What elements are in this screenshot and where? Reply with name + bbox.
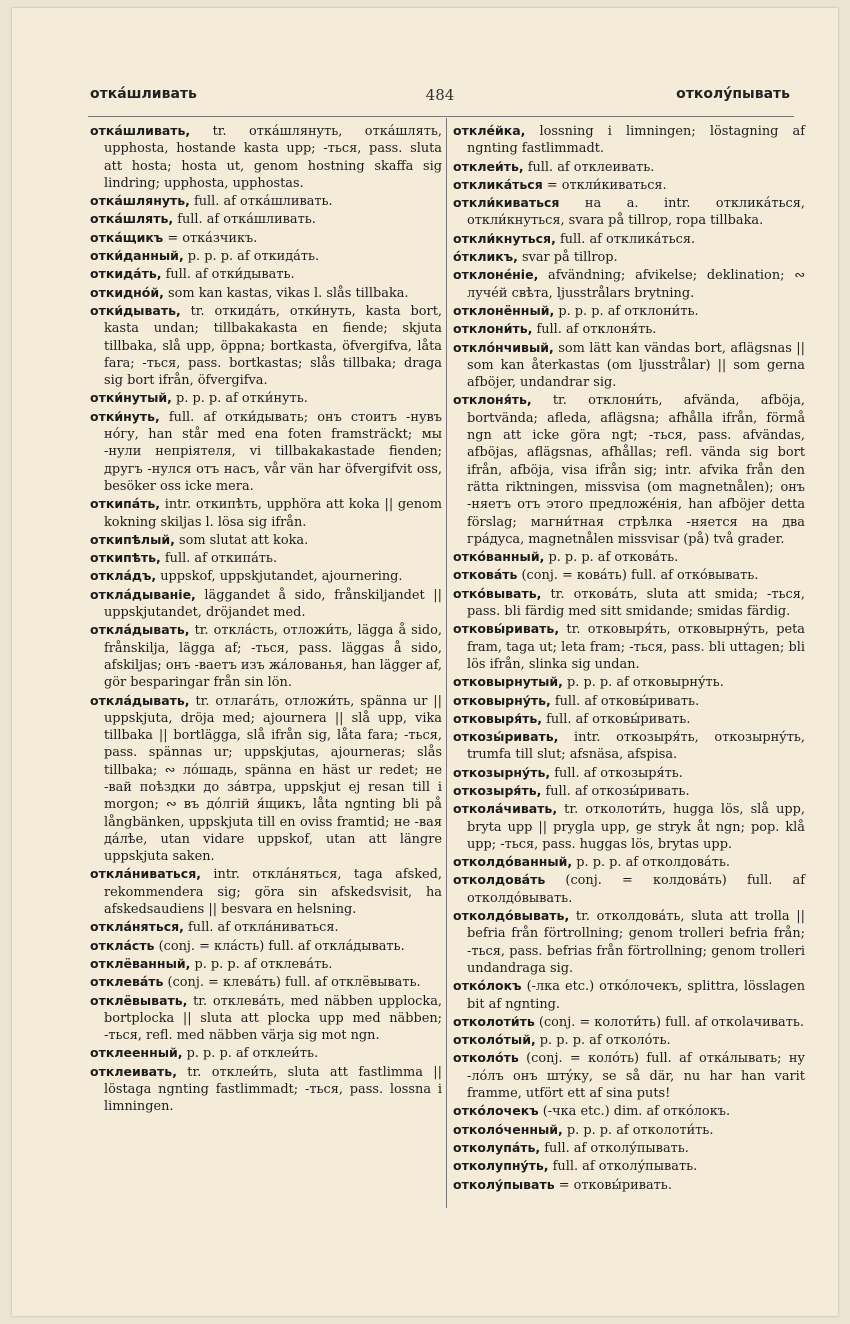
headword: отки́нутый, [90,390,172,406]
definition: full. af отколу́пывать. [540,1140,689,1156]
dictionary-entry [90,229,442,247]
headword: откóлочекъ [453,1103,539,1119]
definition: lossning i limningen; löstagning af ngnting fastlimmadt. [467,124,805,157]
dictionary-entry [453,194,805,230]
definition: afvändning; afvikelse; deklination; ∾ лучéй свѣта, ljusstrålars brytning. [467,268,805,301]
headword: откозырну́ть, [453,764,551,780]
definition: p. p. p. af отколдовáть. [572,855,730,871]
headword: откликáться [453,176,543,192]
definition: (-лка etc.) откóлочекъ, splittra, lösslagen bit af ngnting. [467,979,805,1012]
definition: tr. отклевáть, med näbben upplocka, bortplocka || sluta att plocka upp med näbben; -ться, refl. med näbben värja sig mot ngn. [104,993,442,1044]
headword: отклáдывать, [90,692,190,708]
dictionary-entry [90,865,442,918]
dictionary-entry [90,210,442,228]
headword: отколáчивать, [453,801,558,817]
definition: tr. отковыря́ть, отковырну́ть, peta fram, taga ut; leta fram; -ться, pass. bli uttagen; bli lös ifrån, slinka sig undan. [467,622,805,672]
definition: tr. отлагáть, отложи́ть, spänna ur || uppskjuta, dröja med; ajournera || slå upp, vika tillbaka || bortlägga, slå ifrån sig, låta fara; -ться, pass. spännas ur; uppskjutas, ajourneras; slås tillbaka; ∾ лóшадь, spänna en häst ur redet; не -вай поѣздки до зáвтра, uppskjut ej resan till i morgon; ∾ въ дóлгiй я́щикъ, låta ngnting bli på långbänken, uppskjuta till en oviss framtid; не -вая дáлѣе, utan vidare uppskof, utan att längre uppskjuta saken. [104,693,442,865]
headword: отклéйка, [453,123,526,138]
headword: откóлокъ [453,978,522,994]
dictionary-entry [90,621,442,691]
headword: отклеивать, [90,1063,177,1079]
dictionary-entry [453,673,805,691]
definition: tr. отклеи́ть, sluta att fastlimma || löstaga ngnting fastlimmadt; -ться, pass. lossna i limningen. [104,1064,442,1115]
headword: откли́кнуться, [453,230,556,246]
definition: full. af откáшливать. [173,212,316,228]
dictionary-entry [453,764,805,782]
dictionary-entry [453,585,805,621]
headword: отколупну́ть, [453,1158,549,1174]
headword: отколдóванный, [453,854,573,870]
dictionary-entry [453,1176,805,1194]
dictionary-entry [90,408,442,495]
definition: intr. отклáняться, taga afsked, rekommendera sig; göra sin afskedsvisit, ha afskedsaudiens || besvara en helsning. [104,867,442,918]
definition: full. af откáшливать. [189,194,333,210]
headword: откóванный, [453,549,545,565]
headword: отколдовáть [453,872,546,888]
definition: full. af отки́дывать. [161,267,295,283]
dictionary-entry [453,391,805,548]
dictionary-entry [453,266,805,302]
definition: tr. отколоти́ть, hugga lös, slå upp, bryta upp || prygla upp, ge stryk åt ngn; pop. klå upp; -ться, pass. huggas lös, brytas upp. [467,802,805,852]
headword: откидáть, [90,266,162,282]
headword: отклáдывать, [90,622,190,638]
headword: отколоти́ть [453,1013,535,1029]
dictionary-entry [453,320,805,338]
definition: full. af отколу́пывать. [548,1159,698,1175]
definition: full. af отки́дывать; онъ стоитъ -нувъ нóгу, han står med ena foten framsträckt; мы -нули непрiятеля, vi tillbakakastade fienden; другъ -нулся отъ насъ, vår vän har öfvergifvit oss, besöker oss icke mera. [104,409,442,494]
running-head-left: откáшливать [90,86,197,102]
dictionary-entry [453,1049,805,1102]
definition: svar på tillrop. [517,250,618,266]
running-head-right: отколу́пывать [676,86,790,102]
definition: full. af отклоня́ть. [532,322,657,338]
headword: отклáсть [90,937,155,953]
definition: p. p. p. af отклевáть. [190,956,333,972]
dictionary-entry [453,1031,805,1049]
headword: откипáть, [90,496,161,512]
headword: отклáняться, [90,919,184,935]
dictionary-entry [453,1102,805,1120]
headword: отковы́ривать, [453,621,560,637]
dictionary-entry [90,302,442,389]
definition: (-чка etc.) dim. af откóлокъ. [538,1104,731,1120]
dictionary-entry [90,247,442,265]
definition: (conj. = колóть) full. af откáлывать; ну -лóлъ онъ штýку, se så där, nu har han varit framme, utfört ett af sina puts! [467,1051,805,1102]
dictionary-entry [453,566,805,584]
definition: (conj. = колдовáть) full. af отколдóвывать. [467,873,805,906]
headword: откиднóй, [90,284,164,300]
dictionary-entry [453,339,805,392]
definition: p. p. p. af отколóть. [535,1033,671,1049]
headword: отклеенный, [90,1045,183,1061]
dictionary-entry [453,248,805,266]
dictionary-entry [90,284,442,302]
header-rule [88,116,794,117]
dictionary-entry [453,977,805,1013]
headword: откáщикъ [90,229,164,245]
headword: отклёвывать, [90,992,188,1008]
dictionary-entry [90,1063,442,1116]
headword: отковáть [453,567,518,583]
definition: tr. откидáть, отки́нуть, kasta bort, kasta undan; tillbakakasta en fiende; skjuta tillbaka, slå upp, öppna; bortkasta, öfvergifva, låta fara; -ться, pass. bortkastas; slås tillbaka; draga sig bort ifrån, öfvergifva. [104,303,442,389]
dictionary-entry [90,389,442,407]
dictionary-entry [453,122,805,158]
definition: full. af откликáться. [555,231,696,247]
dictionary-entry [453,620,805,673]
headword: отколóтый, [453,1032,536,1048]
headword: отклáниваться, [90,866,201,882]
definition: = отковы́ривать. [554,1177,672,1193]
headword: отклонéнiе, [453,267,539,283]
dictionary-entry [453,548,805,566]
dictionary-entry [90,692,442,866]
definition: p. p. p. af отковырну́ть. [562,675,724,691]
definition: p. p. p. af отки́нуть. [171,391,308,407]
dictionary-entry [90,265,442,283]
definition: tr. отклáсть, отложи́ть, lägga å sido, frånskilja, lägga af; -ться, pass. läggas å sido, afskiljas; онъ -ваетъ изъ жáлованья, han lägger af, gör besparingar från sin lön. [104,623,442,691]
definition: full. af отковы́ривать. [542,711,691,727]
definition: p. p. p. af отклеи́ть. [182,1046,319,1062]
headword: óткликъ, [453,249,518,265]
definition: (conj. = клевáть) full. af отклёвывать. [163,975,421,991]
definition: som kan kastas, vikas l. slås tillbaka. [163,285,409,301]
column-divider [446,118,447,1208]
dictionary-entry [90,992,442,1045]
definition: tr. откáшлянуть, откáшлять, upphosta, hostande kasta upp; -ться, pass. sluta att hosta; hosta ut, genom hostning skaffa sig lindring; upphosta, upphostas. [104,124,442,191]
definition: läggandet å sido, frånskiljandet || uppskjutandet, dröjandet med. [104,587,442,621]
dictionary-entry [453,710,805,728]
dictionary-entry [453,853,805,871]
dictionary-entry [90,973,442,991]
headword: откипѣлый, [90,531,175,547]
definition: p. p. p. af отколоти́ть. [562,1122,714,1138]
dictionary-entry [90,567,442,585]
dictionary-entry [453,728,805,764]
definition: на a. intr. откликáться, откли́кнуться, svara på tillrop, ropa tillbaka. [467,196,805,229]
definition: (conj. = ковáть) full. af откóвывать. [517,568,759,584]
definition: tr. отковáть, sluta att smida; -ться, pass. bli färdig med sitt smidande; smidas färdig. [467,586,805,620]
headword: отковырну́ть, [453,692,551,708]
definition: full. af откозы́ривать. [541,783,690,799]
headword: откáшливать, [90,123,191,138]
dictionary-entry [453,800,805,853]
dictionary-entry [90,495,442,531]
definition: (conj. = клáсть) full. af отклáдывать. [154,938,405,954]
headword: откáшлянуть, [90,193,190,209]
definition: intr. откипѣть, upphöra att koka || genom kokning skiljas l. lösa sig ifrån. [104,497,442,530]
page-number: 484 [425,86,455,104]
headword: отклеи́ть, [453,158,524,174]
headword: отклоня́ть, [453,392,532,408]
headword: отковырнутый, [453,674,563,690]
dictionary-entry [453,907,805,977]
definition: full. af откозыря́ть. [550,765,683,781]
right-column [453,122,805,1194]
dictionary-entry [90,937,442,955]
definition: p. p. p. af отклони́ть. [554,303,699,319]
definition: p. p. p. af отковáть. [544,550,679,566]
definition: = откли́киваться. [542,177,667,193]
headword: отколупáть, [453,1139,541,1155]
dictionary-entry [453,692,805,710]
definition: som slutat att koka. [174,532,309,548]
dictionary-entry [453,1139,805,1157]
dictionary-entry [90,549,442,567]
headword: отки́дывать, [90,302,181,318]
definition: full. af отковы́ривать. [550,693,700,709]
definition: = откáзчикъ. [163,230,258,246]
dictionary-entry [453,1013,805,1031]
dictionary-entry [453,1121,805,1139]
headword: откáшлять, [90,211,174,227]
dictionary-entry [453,302,805,320]
headword: отклáдыванiе, [90,586,196,602]
definition: tr. отколдовáть, sluta att trolla || befria från förtrollning; genom trolleri befria från; -ться, pass. befrias från förtrollning; genom trolleri undandraga sig. [467,909,805,976]
dictionary-entry [90,1044,442,1062]
definition: uppskof, uppskjutandet, ajournering. [156,569,403,585]
headword: отки́данный, [90,248,184,264]
headword: отклонённый, [453,302,555,318]
headword: отколóть [453,1050,519,1066]
dictionary-entry [90,192,442,210]
dictionary-entry [453,158,805,176]
dictionary-entry [453,1157,805,1175]
dictionary-entry [453,230,805,248]
headword: отклони́ть, [453,321,533,337]
dictionary-entry [90,955,442,973]
headword: отколóченный, [453,1121,563,1137]
dictionary-entry [90,531,442,549]
headword: откóвывать, [453,585,542,601]
headword: откозы́ривать, [453,729,559,745]
definition: full. af откипáть. [160,551,278,567]
headword: отки́нуть, [90,408,160,424]
headword: отколу́пывать [453,1176,555,1192]
headword: отковыря́ть, [453,710,542,726]
definition: (conj. = колоти́ть) full. af откоlачивать. [534,1014,804,1030]
headword: отклёванный, [90,955,191,971]
definition: intr. откозыря́ть, откозырну́ть, trumfa till slut; afsnäsa, afspisa. [467,730,805,763]
definition: full. af отклáниваться. [183,920,339,936]
dictionary-entry [453,176,805,194]
headword: отклáдъ, [90,568,157,584]
headword: отклевáть [90,974,164,990]
dictionary-entry [90,586,442,622]
dictionary-entry [453,871,805,907]
dictionary-entry [453,782,805,800]
headword: отколдóвывать, [453,908,570,924]
dictionary-entry [90,918,442,936]
definition: p. p. p. af откидáть. [183,249,320,265]
headword: откипѣть, [90,550,161,566]
definition: tr. отклони́ть, afvända, afböja, bortvända; afleda, aflägsna; afhålla ifrån, förmå ngn att icke göra ngt; -ться, pass. afvändas, afböjas, aflägsnas, afhållas; refl. vända sig bort ifrån, afböja, visa ifrån sig; intr. afvika från den rätta riktningen, missvisa (om magnetnålen); онъ -няетъ отъ этого предложéнiя, han afböjer detta förslag; магни́тная стрѣлка -няется на два грáдуса, magnetnålen missvisar (på) två grader. [467,393,805,547]
definition: som lätt kan vändas bort, aflägsnas || som kan återkastas (om ljusstrålar) || som gerna afböjer, undandrar sig. [467,340,805,391]
headword: отклóнчивый, [453,339,554,355]
headword: откли́киваться [453,195,560,211]
dictionary-entry [90,122,442,192]
left-column [90,122,442,1116]
definition: full. af отклеивать. [523,159,655,175]
headword: откозыря́ть, [453,782,542,798]
